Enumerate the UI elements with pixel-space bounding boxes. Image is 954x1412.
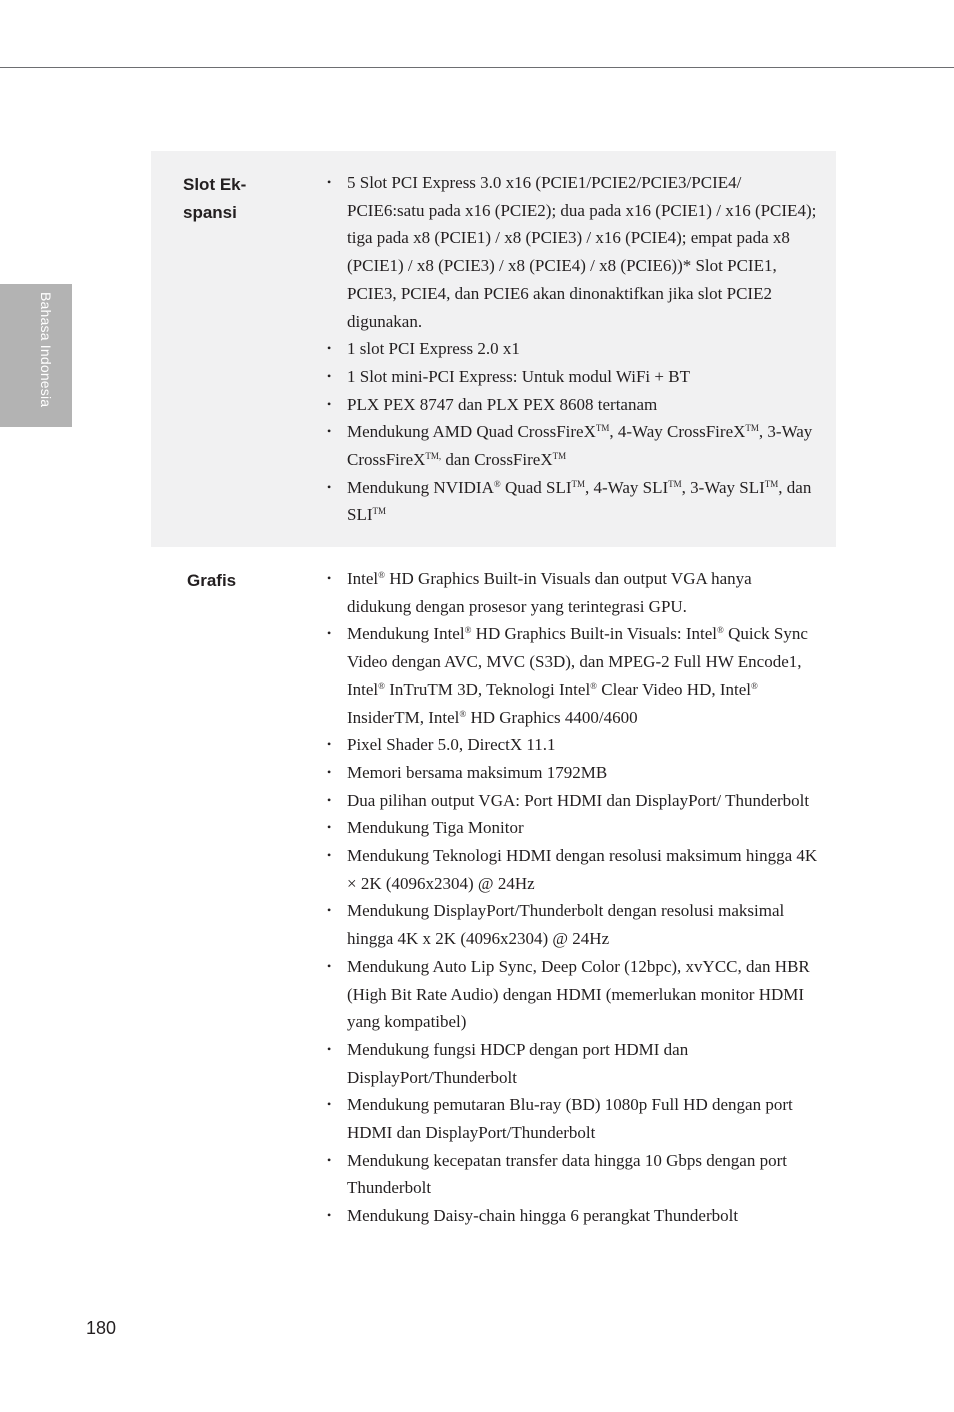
spec-list-item (327, 620, 819, 731)
spec-list-item (327, 169, 819, 335)
spec-list-item (327, 1147, 819, 1202)
spec-item-text: Memori bersama maksimum 1792MB (347, 762, 608, 782)
bullet-icon: • (327, 479, 332, 494)
spec-item-text: Mendukung fungsi HDCP dengan port HDMI dan DisplayPort/Thunderbolt (347, 1039, 689, 1087)
bullet-icon: • (327, 1208, 332, 1223)
bullet-icon: • (327, 1097, 332, 1112)
spec-item-text: Mendukung Intel® HD Graphics Built-in Visuals: Intel® Quick Sync Video dengan AVC, MVC (S3D), dan MPEG-2 Full HW Encode1, Intel® InTruTM 3D, Teknologi Intel® Clear Video HD, Intel® InsiderTM, Intel® HD Graphics 4400/4600 (347, 624, 808, 727)
spec-list-item (327, 418, 819, 473)
spec-item-text: Mendukung Teknologi HDMI dengan resolusi maksimum hingga 4K × 2K (4096x2304) @ 24Hz (347, 846, 818, 893)
page-number: 180 (86, 1318, 117, 1338)
bullet-icon: • (327, 424, 332, 439)
spec-section-expansion-slots (151, 151, 836, 547)
spec-list-item (327, 897, 819, 952)
spec-item-text: Mendukung NVIDIA® Quad SLI™, 4-Way SLI™, 3-Way SLI™, dan SLI™ (347, 477, 812, 525)
spec-list-item (327, 787, 819, 815)
spec-item-text: Mendukung Daisy-chain hingga 6 perangkat Thunderbolt (347, 1206, 739, 1226)
spec-list-graphics (327, 565, 819, 1230)
bullet-icon: • (327, 764, 332, 779)
language-tab-label: Bahasa Indonesia (38, 292, 54, 408)
spec-list-item (327, 1202, 819, 1230)
spec-item-text: Intel® HD Graphics Built-in Visuals dan output VGA hanya didukung dengan prosesor yang terintegrasi GPU. (347, 569, 752, 616)
spec-list-item (327, 953, 819, 1036)
bullet-icon: • (327, 792, 332, 807)
spec-list-item (327, 731, 819, 759)
spec-item-text: Pixel Shader 5.0, DirectX 11.1 (347, 735, 556, 755)
spec-label-graphics: Grafis (187, 571, 237, 590)
bullet-icon: • (327, 175, 332, 189)
spec-item-text: Mendukung AMD Quad CrossFireX™, 4-Way CrossFireX™, 3-Way CrossFireX$^{TM,}$ dan CrossFireX™ (347, 422, 813, 470)
spec-list-item (327, 391, 819, 419)
spec-item-text: Mendukung kecepatan transfer data hingga 10 Gbps dengan port Thunderbolt (347, 1150, 787, 1198)
bullet-icon: • (327, 396, 332, 411)
spec-item-text: 5 Slot PCI Express 3.0 x16 (PCIE1/PCIE2/PCIE3/PCIE4/ PCIE6:satu pada x16 (PCIE2); dua pada x16 (PCIE1) / x16 (PCIE4); tiga pada x8 (PCIE1) / x8 (PCIE3) / x16 (PCIE4); empat pada x8 (PCIE1) / x8 (PCIE3) / x8 (PCIE4) / x8 (PCIE6))* Slot PCIE1, PCIE3, PCIE4, dan PCIE6 akan dinonaktifkan jika slot PCIE2 digunakan. (347, 173, 817, 331)
bullet-icon: • (327, 1152, 332, 1167)
spec-list-item (327, 335, 819, 363)
spec-list-item (327, 1036, 819, 1091)
bullet-icon: • (327, 958, 332, 973)
bullet-icon: • (327, 903, 332, 918)
spec-item-text: Mendukung pemutaran Blu-ray (BD) 1080p Full HD dengan port HDMI dan DisplayPort/Thunderbolt (347, 1095, 793, 1143)
spec-list-item (327, 474, 819, 529)
spec-item-text: Mendukung Tiga Monitor (347, 818, 524, 838)
spec-item-text: 1 slot PCI Express 2.0 x1 (347, 339, 520, 359)
spec-section-graphics (151, 547, 836, 1267)
spec-list-expansion-slots (327, 169, 819, 529)
spec-list-item (327, 759, 819, 787)
bullet-icon: • (327, 626, 332, 641)
language-tab (0, 284, 72, 427)
header-rule (0, 67, 954, 68)
bullet-icon: • (327, 368, 332, 383)
spec-label-expansion-slots: Slot Ek- spansi (183, 175, 247, 222)
bullet-icon: • (327, 1041, 332, 1056)
spec-item-text: 1 Slot mini-PCI Express: Untuk modul WiFi + BT (347, 366, 690, 386)
spec-item-text: Mendukung DisplayPort/Thunderbolt dengan resolusi maksimal hingga 4K x 2K (4096x2304) @ 24Hz (347, 901, 785, 949)
spec-list-item (327, 1091, 819, 1146)
bullet-icon: • (327, 820, 332, 835)
spec-list-item (327, 814, 819, 842)
bullet-icon: • (327, 571, 332, 585)
bullet-icon: • (327, 737, 332, 752)
bullet-icon: • (327, 341, 332, 356)
spec-item-text: PLX PEX 8747 dan PLX PEX 8608 tertanam (347, 394, 658, 414)
spec-list-item (327, 842, 819, 897)
spec-list-item (327, 363, 819, 391)
bullet-icon: • (327, 848, 332, 863)
spec-item-text: Dua pilihan output VGA: Port HDMI dan DisplayPort/ Thunderbolt (347, 790, 810, 810)
spec-item-text: Mendukung Auto Lip Sync, Deep Color (12bpc), xvYCC, dan HBR (High Bit Rate Audio) dengan HDMI (memerlukan monitor HDMI yang kompatibel) (347, 956, 810, 1032)
spec-list-item (327, 565, 819, 620)
